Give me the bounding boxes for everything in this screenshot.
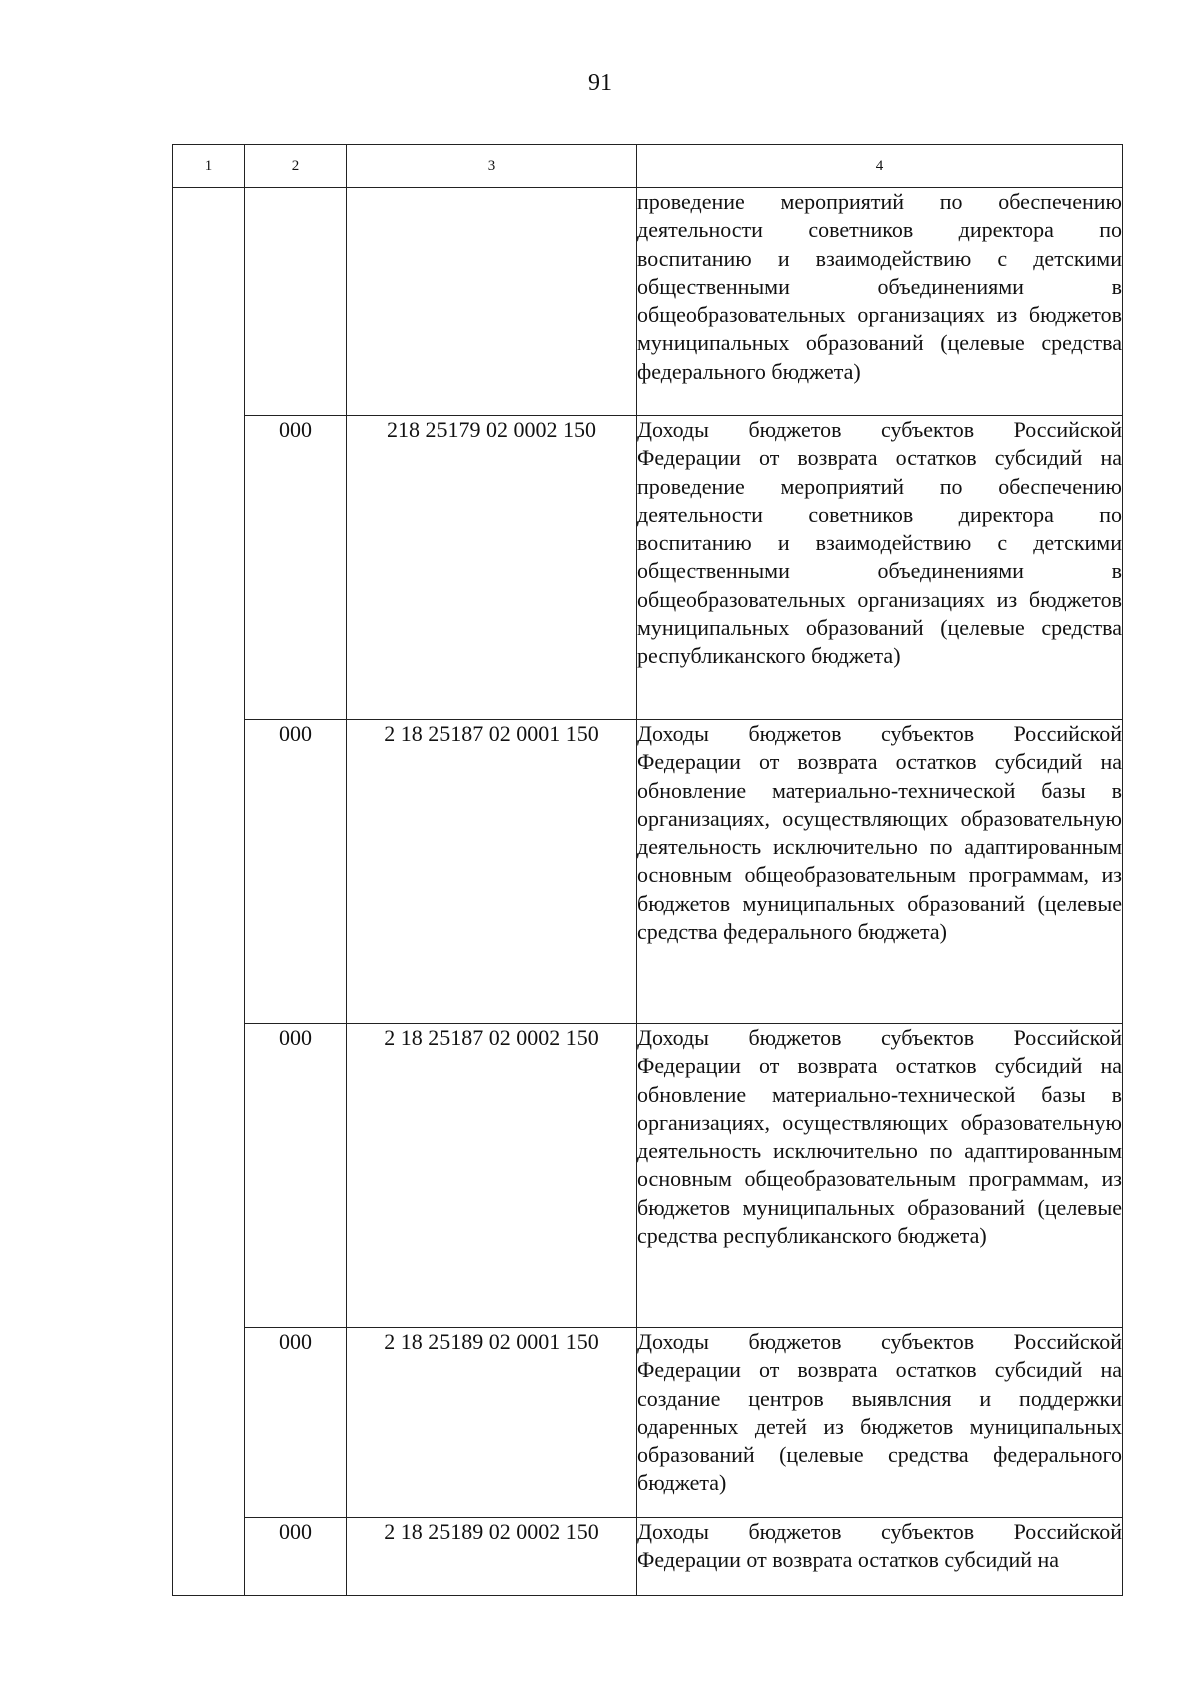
admin-code-cell: 000 xyxy=(245,720,347,1024)
column-header-3: 3 xyxy=(347,145,637,188)
admin-code-cell: 000 xyxy=(245,1518,347,1596)
table-row xyxy=(173,188,1123,416)
table-row xyxy=(173,1328,1123,1518)
table-row xyxy=(173,416,1123,720)
column-header-2: 2 xyxy=(245,145,347,188)
kbk-cell: 2 18 25189 02 0002 150 xyxy=(347,1518,637,1596)
kbk-cell: 2 18 25187 02 0002 150 xyxy=(347,1024,637,1328)
admin-code-cell: 000 xyxy=(245,416,347,720)
admin-code-cell: 000 xyxy=(245,1328,347,1518)
description-text: Доходы бюджетов субъектов Российской Федерации от возврата остатков субсидий на обновление материально-технической базы в организациях, осуществляющих образовательную деятельность исключительно по адаптированным основным общеобразовательным программам, из бюджетов муниципальных образований (целевые средства республиканского бюджета) xyxy=(637,1025,1122,1249)
description-cell xyxy=(637,1024,1123,1328)
kbk-cell: 2 18 25187 02 0001 150 xyxy=(347,720,637,1024)
admin-code-cell: 000 xyxy=(245,1024,347,1328)
table-row xyxy=(173,1024,1123,1328)
column-header-1: 1 xyxy=(173,145,245,188)
table-row xyxy=(173,1518,1123,1596)
description-cell xyxy=(637,416,1123,720)
description-cell xyxy=(637,1328,1123,1518)
group-number-cell xyxy=(173,188,245,1596)
description-text: Доходы бюджетов субъектов Российской Федерации от возврата остатков субсидий на создание центров выявлсния и поддержки одаренных детей из бюджетов муниципальных образований (целевые средства федерального бюджета) xyxy=(637,1329,1122,1496)
description-cell xyxy=(637,1518,1123,1596)
table-header-row xyxy=(173,145,1123,188)
description-cell xyxy=(637,720,1123,1024)
description-text: Доходы бюджетов субъектов Российской Федерации от возврата остатков субсидий на проведение мероприятий по обеспечению деятельности советников директора по воспитанию и взаимодействию с детскими общественными объединениями в общеобразовательных организациях из бюджетов муниципальных образований (целевые средства республиканского бюджета) xyxy=(637,417,1122,669)
kbk-cell xyxy=(347,188,637,416)
budget-table xyxy=(172,144,1123,1596)
table-row xyxy=(173,720,1123,1024)
description-text: проведение мероприятий по обеспечению деятельности советников директора по воспитанию и взаимодействию с детскими общественными объединениями в общеобразовательных организациях из бюджетов муниципальных образований (целевые средства федерального бюджета) xyxy=(637,189,1122,384)
kbk-cell: 218 25179 02 0002 150 xyxy=(347,416,637,720)
admin-code-cell xyxy=(245,188,347,416)
page-number: 91 xyxy=(588,70,612,96)
kbk-cell: 2 18 25189 02 0001 150 xyxy=(347,1328,637,1518)
column-header-4: 4 xyxy=(637,145,1123,188)
description-text: Доходы бюджетов субъектов Российской Федерации от возврата остатков субсидий на xyxy=(637,1519,1122,1573)
description-cell xyxy=(637,188,1123,416)
description-text: Доходы бюджетов субъектов Российской Федерации от возврата остатков субсидий на обновление материально-технической базы в организациях, осуществляющих образовательную деятельность исключительно по адаптированным основным общеобразовательным программам, из бюджетов муниципальных образований (целевые средства федерального бюджета) xyxy=(637,721,1122,945)
